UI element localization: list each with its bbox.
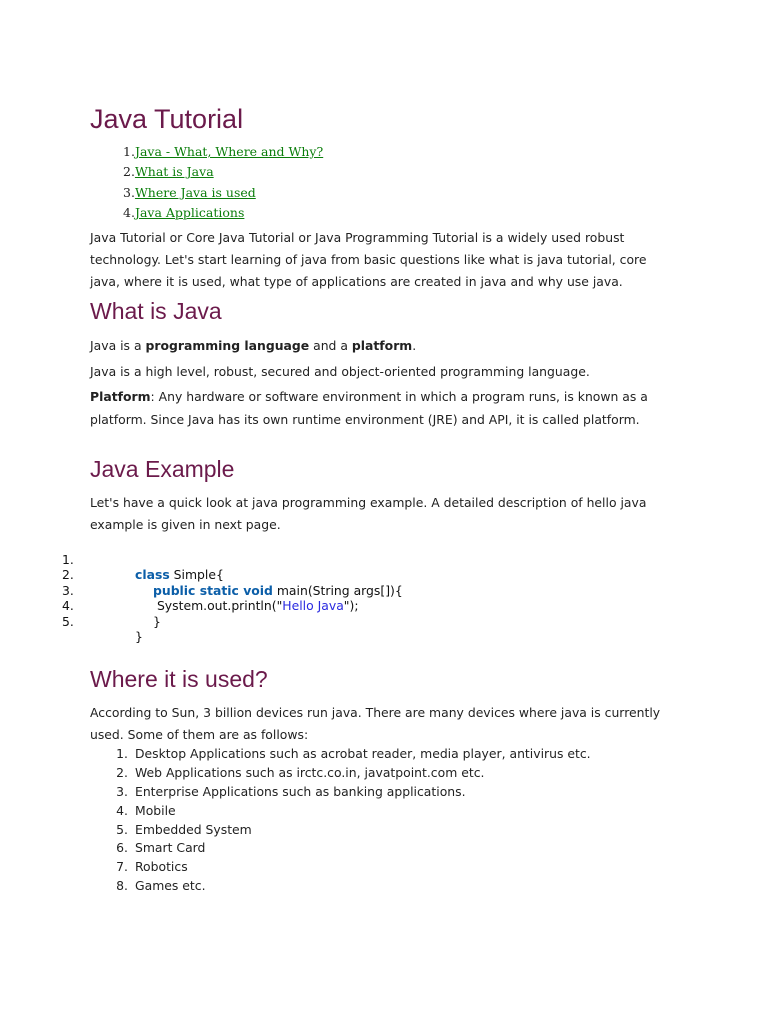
page-title: Java Tutorial: [90, 104, 244, 134]
intro-line: java, where it is used, what type of applications are created in java and why use java.: [90, 274, 623, 289]
code-line: 1. class Simple{: [62, 551, 224, 582]
toc-number: 1.: [123, 144, 135, 159]
code-line-number: 4.: [62, 598, 74, 613]
toc-item: [123, 203, 323, 223]
where-used-line: used. Some of them are as follows:: [90, 727, 309, 742]
toc-link-java-applications[interactable]: Java Applications: [134, 204, 245, 220]
toc-link-what-is-java[interactable]: What is Java: [134, 164, 214, 180]
platform-line: Platform: Any hardware or software environment in which a program runs, is known as a: [90, 389, 648, 404]
example-line: example is given in next page.: [90, 517, 281, 532]
toc-number: 4.: [123, 204, 135, 220]
code-line: 5. }: [62, 613, 143, 644]
java-example-heading: Java Example: [90, 456, 235, 482]
code-line-number: 1.: [62, 551, 74, 567]
code-block: [62, 536, 582, 644]
toc-link-where-java-used[interactable]: Where Java is used: [134, 184, 256, 200]
toc-item: [123, 183, 323, 203]
where-used-heading: Where it is used?: [90, 666, 268, 692]
what-is-java-heading: What is Java: [90, 298, 222, 324]
platform-line: platform. Since Java has its own runtime environment (JRE) and API, it is called platform.: [90, 412, 640, 427]
toc-item: [123, 142, 323, 162]
toc-number: 3.: [123, 184, 135, 200]
intro-line: Java Tutorial or Core Java Tutorial or Java Programming Tutorial is a widely used robust: [90, 230, 625, 245]
code-line: 4. }: [62, 598, 161, 629]
toc-number: 2.: [123, 164, 135, 180]
toc-item: [123, 162, 323, 182]
toc-link-what-where-why[interactable]: Java - What, Where and Why?: [134, 144, 324, 159]
example-line: Let's have a quick look at java programming example. A detailed description of hello java: [90, 495, 647, 510]
document-page: Java Tutorial 1.Java - What, Where and Why? 2.What is Java 3.Where Java is used 4.Java Applications Java Tutorial or Core Java Tutorial or Java Programming Tutorial is a widely used robust technology. Let's start learning of java from basic questions like what is java tutorial, core java, where it is used, what type of applications are created in java and why use java. What is Java Java is a programming language and a platform. Java is a high level, robust, secured and object-oriented programming language. Platform: Any hardware or software environment in which a program runs, is known as a platform. Since Java has its own runtime environment (JRE) and API, it is called platform. Java Example Let's have a quick look at java programming example. A detailed description of hello java example is given in next page. Where it is used? According to Sun, 3 billion devices run java. There are many devices where java is currently used. Some of them are as follows: 1. Desktop Applications such as acrobat reader, media player, antivirus etc. 2. Web Applications such as irctc.co.in, javatpoint.com etc. 3. Enterprise Applications such as banking applications. 4. Mobile 5. Embedded System 6. Smart Card 7. Robotics 8. Games etc.: [90, 0, 678, 1024]
code-line-number: 3.: [62, 582, 74, 598]
code-line: 3. System.out.println("Hello Java");: [62, 582, 359, 613]
code-line-number: 5.: [62, 613, 74, 629]
intro-line: technology. Let's start learning of java from basic questions like what is java tutorial, core: [90, 252, 647, 267]
code-line-number: 2.: [62, 567, 74, 582]
code-line: 2. public static void main(String args[]){: [62, 567, 403, 598]
java-description-line: Java is a high level, robust, secured and object-oriented programming language.: [90, 364, 590, 379]
table-of-contents: [123, 142, 323, 223]
where-used-line: According to Sun, 3 billion devices run java. There are many devices where java is currently: [90, 705, 661, 720]
java-definition-line: Java is a programming language and a platform.: [90, 338, 417, 353]
